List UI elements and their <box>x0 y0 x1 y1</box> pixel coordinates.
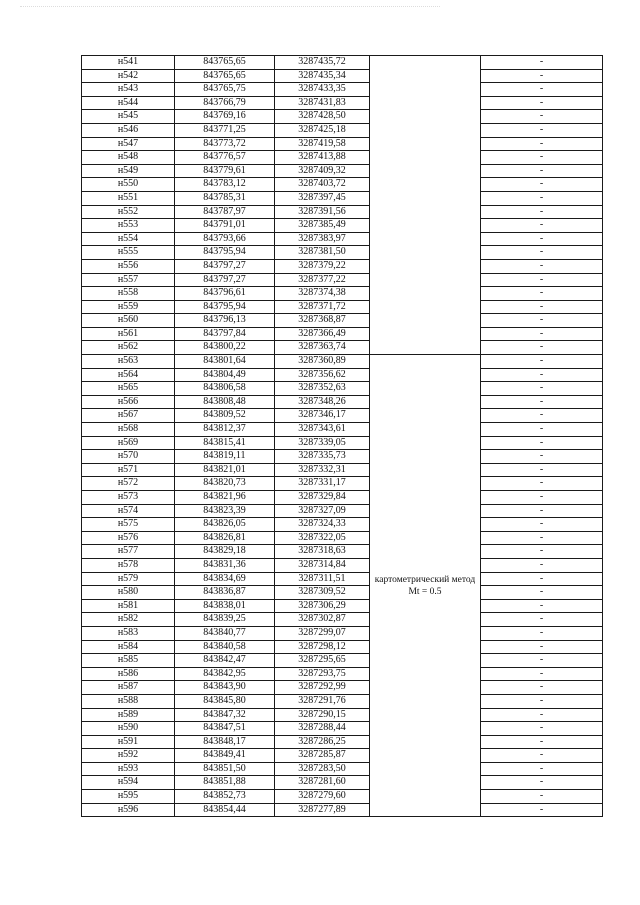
table-row <box>82 694 603 708</box>
point-id-cell: н565 <box>82 382 175 396</box>
point-id-cell: н549 <box>82 164 175 178</box>
table-row <box>82 667 603 681</box>
table-row <box>82 572 603 586</box>
x-coordinate-cell: 843823,39 <box>175 504 275 518</box>
table-row <box>82 790 603 804</box>
table-row <box>82 586 603 600</box>
x-coordinate-cell: 843820,73 <box>175 477 275 491</box>
accuracy-cell: - <box>481 586 603 600</box>
table-row <box>82 300 603 314</box>
y-coordinate-cell: 3287283,50 <box>275 762 370 776</box>
accuracy-cell: - <box>481 613 603 627</box>
y-coordinate-cell: 3287428,50 <box>275 110 370 124</box>
table-row <box>82 708 603 722</box>
accuracy-cell: - <box>481 110 603 124</box>
point-id-cell: н553 <box>82 219 175 233</box>
point-id-cell: н563 <box>82 355 175 369</box>
x-coordinate-cell: 843796,61 <box>175 287 275 301</box>
accuracy-cell: - <box>481 450 603 464</box>
x-coordinate-cell: 843766,79 <box>175 96 275 110</box>
point-id-cell: н582 <box>82 613 175 627</box>
x-coordinate-cell: 843797,84 <box>175 327 275 341</box>
accuracy-cell: - <box>481 722 603 736</box>
point-id-cell: н576 <box>82 531 175 545</box>
y-coordinate-cell: 3287329,84 <box>275 491 370 505</box>
accuracy-cell: - <box>481 626 603 640</box>
x-coordinate-cell: 843840,58 <box>175 640 275 654</box>
y-coordinate-cell: 3287419,58 <box>275 137 370 151</box>
x-coordinate-cell: 843826,05 <box>175 518 275 532</box>
table-row <box>82 518 603 532</box>
y-coordinate-cell: 3287324,33 <box>275 518 370 532</box>
x-coordinate-cell: 843842,95 <box>175 667 275 681</box>
accuracy-cell: - <box>481 164 603 178</box>
table-row <box>82 96 603 110</box>
y-coordinate-cell: 3287435,34 <box>275 69 370 83</box>
y-coordinate-cell: 3287291,76 <box>275 694 370 708</box>
table-row <box>82 626 603 640</box>
accuracy-cell: - <box>481 314 603 328</box>
point-id-cell: н588 <box>82 694 175 708</box>
x-coordinate-cell: 843842,47 <box>175 654 275 668</box>
y-coordinate-cell: 3287318,63 <box>275 545 370 559</box>
point-id-cell: н572 <box>82 477 175 491</box>
x-coordinate-cell: 843765,65 <box>175 69 275 83</box>
table-row <box>82 803 603 817</box>
point-id-cell: н550 <box>82 178 175 192</box>
accuracy-cell: - <box>481 640 603 654</box>
point-id-cell: н548 <box>82 151 175 165</box>
point-id-cell: н543 <box>82 83 175 97</box>
y-coordinate-cell: 3287403,72 <box>275 178 370 192</box>
accuracy-cell: - <box>481 504 603 518</box>
accuracy-cell: - <box>481 572 603 586</box>
table-row <box>82 450 603 464</box>
accuracy-cell: - <box>481 178 603 192</box>
table-row <box>82 273 603 287</box>
point-id-cell: н541 <box>82 56 175 70</box>
y-coordinate-cell: 3287335,73 <box>275 450 370 464</box>
y-coordinate-cell: 3287285,87 <box>275 749 370 763</box>
table-row <box>82 137 603 151</box>
scan-artifact <box>20 6 440 9</box>
x-coordinate-cell: 843839,25 <box>175 613 275 627</box>
table-row <box>82 110 603 124</box>
y-coordinate-cell: 3287293,75 <box>275 667 370 681</box>
accuracy-cell: - <box>481 776 603 790</box>
accuracy-cell: - <box>481 205 603 219</box>
accuracy-cell: - <box>481 259 603 273</box>
point-id-cell: н583 <box>82 626 175 640</box>
point-id-cell: н589 <box>82 708 175 722</box>
y-coordinate-cell: 3287377,22 <box>275 273 370 287</box>
accuracy-cell: - <box>481 56 603 70</box>
accuracy-cell: - <box>481 749 603 763</box>
point-id-cell: н545 <box>82 110 175 124</box>
y-coordinate-cell: 3287425,18 <box>275 123 370 137</box>
table-row <box>82 205 603 219</box>
table-row <box>82 287 603 301</box>
x-coordinate-cell: 843797,27 <box>175 273 275 287</box>
x-coordinate-cell: 843791,01 <box>175 219 275 233</box>
table-row <box>82 681 603 695</box>
x-coordinate-cell: 843800,22 <box>175 341 275 355</box>
x-coordinate-cell: 843838,01 <box>175 599 275 613</box>
x-coordinate-cell: 843854,44 <box>175 803 275 817</box>
point-id-cell: н585 <box>82 654 175 668</box>
y-coordinate-cell: 3287409,32 <box>275 164 370 178</box>
table-row <box>82 368 603 382</box>
x-coordinate-cell: 843795,94 <box>175 300 275 314</box>
y-coordinate-cell: 3287339,05 <box>275 436 370 450</box>
y-coordinate-cell: 3287360,89 <box>275 355 370 369</box>
x-coordinate-cell: 843849,41 <box>175 749 275 763</box>
accuracy-cell: - <box>481 287 603 301</box>
accuracy-cell: - <box>481 382 603 396</box>
accuracy-cell: - <box>481 708 603 722</box>
accuracy-cell: - <box>481 368 603 382</box>
y-coordinate-cell: 3287322,05 <box>275 531 370 545</box>
x-coordinate-cell: 843845,80 <box>175 694 275 708</box>
accuracy-cell: - <box>481 83 603 97</box>
y-coordinate-cell: 3287286,25 <box>275 735 370 749</box>
accuracy-cell: - <box>481 803 603 817</box>
point-id-cell: н580 <box>82 586 175 600</box>
accuracy-cell: - <box>481 69 603 83</box>
point-id-cell: н557 <box>82 273 175 287</box>
x-coordinate-cell: 843783,12 <box>175 178 275 192</box>
x-coordinate-cell: 843851,50 <box>175 762 275 776</box>
accuracy-cell: - <box>481 341 603 355</box>
y-coordinate-cell: 3287368,87 <box>275 314 370 328</box>
y-coordinate-cell: 3287311,51 <box>275 572 370 586</box>
x-coordinate-cell: 843795,94 <box>175 246 275 260</box>
table-row <box>82 327 603 341</box>
y-coordinate-cell: 3287343,61 <box>275 423 370 437</box>
method-text: картометрический метод Mt = 0.5 <box>374 574 476 597</box>
x-coordinate-cell: 843812,37 <box>175 423 275 437</box>
y-coordinate-cell: 3287381,50 <box>275 246 370 260</box>
point-id-cell: н584 <box>82 640 175 654</box>
table-row <box>82 56 603 70</box>
point-id-cell: н566 <box>82 395 175 409</box>
x-coordinate-cell: 843785,31 <box>175 191 275 205</box>
table-row <box>82 436 603 450</box>
table-row <box>82 178 603 192</box>
x-coordinate-cell: 843821,96 <box>175 491 275 505</box>
table-row <box>82 531 603 545</box>
accuracy-cell: - <box>481 423 603 437</box>
table-row <box>82 259 603 273</box>
point-id-cell: н592 <box>82 749 175 763</box>
point-id-cell: н559 <box>82 300 175 314</box>
x-coordinate-cell: 843804,49 <box>175 368 275 382</box>
point-id-cell: н575 <box>82 518 175 532</box>
x-coordinate-cell: 843843,90 <box>175 681 275 695</box>
accuracy-cell: - <box>481 191 603 205</box>
table-row <box>82 395 603 409</box>
table-row <box>82 382 603 396</box>
accuracy-cell: - <box>481 558 603 572</box>
y-coordinate-cell: 3287433,35 <box>275 83 370 97</box>
x-coordinate-cell: 843847,32 <box>175 708 275 722</box>
table-row <box>82 504 603 518</box>
table-row <box>82 749 603 763</box>
accuracy-cell: - <box>481 137 603 151</box>
x-coordinate-cell: 843765,65 <box>175 56 275 70</box>
coordinates-table <box>81 55 603 817</box>
x-coordinate-cell: 843765,75 <box>175 83 275 97</box>
accuracy-cell: - <box>481 246 603 260</box>
accuracy-cell: - <box>481 151 603 165</box>
y-coordinate-cell: 3287366,49 <box>275 327 370 341</box>
accuracy-cell: - <box>481 518 603 532</box>
accuracy-cell: - <box>481 395 603 409</box>
y-coordinate-cell: 3287397,45 <box>275 191 370 205</box>
table-row <box>82 463 603 477</box>
x-coordinate-cell: 843821,01 <box>175 463 275 477</box>
point-id-cell: н587 <box>82 681 175 695</box>
accuracy-cell: - <box>481 762 603 776</box>
point-id-cell: н571 <box>82 463 175 477</box>
point-id-cell: н591 <box>82 735 175 749</box>
x-coordinate-cell: 843773,72 <box>175 137 275 151</box>
accuracy-cell: - <box>481 667 603 681</box>
point-id-cell: н586 <box>82 667 175 681</box>
y-coordinate-cell: 3287383,97 <box>275 232 370 246</box>
point-id-cell: н593 <box>82 762 175 776</box>
point-id-cell: н590 <box>82 722 175 736</box>
accuracy-cell: - <box>481 232 603 246</box>
accuracy-cell: - <box>481 491 603 505</box>
accuracy-cell: - <box>481 409 603 423</box>
accuracy-cell: - <box>481 531 603 545</box>
point-id-cell: н560 <box>82 314 175 328</box>
point-id-cell: н570 <box>82 450 175 464</box>
point-id-cell: н544 <box>82 96 175 110</box>
accuracy-cell: - <box>481 681 603 695</box>
y-coordinate-cell: 3287302,87 <box>275 613 370 627</box>
x-coordinate-cell: 843808,48 <box>175 395 275 409</box>
point-id-cell: н567 <box>82 409 175 423</box>
point-id-cell: н546 <box>82 123 175 137</box>
table-row <box>82 722 603 736</box>
point-id-cell: н556 <box>82 259 175 273</box>
point-id-cell: н574 <box>82 504 175 518</box>
y-coordinate-cell: 3287431,83 <box>275 96 370 110</box>
point-id-cell: н562 <box>82 341 175 355</box>
table-row <box>82 123 603 137</box>
point-id-cell: н555 <box>82 246 175 260</box>
x-coordinate-cell: 843787,97 <box>175 205 275 219</box>
y-coordinate-cell: 3287371,72 <box>275 300 370 314</box>
y-coordinate-cell: 3287306,29 <box>275 599 370 613</box>
table-row <box>82 613 603 627</box>
point-id-cell: н579 <box>82 572 175 586</box>
y-coordinate-cell: 3287346,17 <box>275 409 370 423</box>
y-coordinate-cell: 3287299,07 <box>275 626 370 640</box>
table-row <box>82 558 603 572</box>
y-coordinate-cell: 3287281,60 <box>275 776 370 790</box>
x-coordinate-cell: 843769,16 <box>175 110 275 124</box>
point-id-cell: н554 <box>82 232 175 246</box>
x-coordinate-cell: 843793,66 <box>175 232 275 246</box>
table-row <box>82 219 603 233</box>
x-coordinate-cell: 843809,52 <box>175 409 275 423</box>
x-coordinate-cell: 843806,58 <box>175 382 275 396</box>
table-row <box>82 735 603 749</box>
accuracy-cell: - <box>481 300 603 314</box>
x-coordinate-cell: 843848,17 <box>175 735 275 749</box>
y-coordinate-cell: 3287379,22 <box>275 259 370 273</box>
accuracy-cell: - <box>481 790 603 804</box>
method-cell <box>370 56 481 355</box>
x-coordinate-cell: 843840,77 <box>175 626 275 640</box>
x-coordinate-cell: 843797,27 <box>175 259 275 273</box>
accuracy-cell: - <box>481 219 603 233</box>
point-id-cell: н568 <box>82 423 175 437</box>
y-coordinate-cell: 3287298,12 <box>275 640 370 654</box>
table-row <box>82 83 603 97</box>
point-id-cell: н577 <box>82 545 175 559</box>
y-coordinate-cell: 3287348,26 <box>275 395 370 409</box>
accuracy-cell: - <box>481 96 603 110</box>
point-id-cell: н561 <box>82 327 175 341</box>
point-id-cell: н569 <box>82 436 175 450</box>
table-row <box>82 599 603 613</box>
coordinates-table-body <box>82 56 603 817</box>
y-coordinate-cell: 3287332,31 <box>275 463 370 477</box>
y-coordinate-cell: 3287295,65 <box>275 654 370 668</box>
y-coordinate-cell: 3287327,09 <box>275 504 370 518</box>
table-row <box>82 477 603 491</box>
x-coordinate-cell: 843819,11 <box>175 450 275 464</box>
table-row <box>82 69 603 83</box>
accuracy-cell: - <box>481 273 603 287</box>
point-id-cell: н564 <box>82 368 175 382</box>
y-coordinate-cell: 3287374,38 <box>275 287 370 301</box>
x-coordinate-cell: 843836,87 <box>175 586 275 600</box>
x-coordinate-cell: 843815,41 <box>175 436 275 450</box>
table-row <box>82 654 603 668</box>
x-coordinate-cell: 843796,13 <box>175 314 275 328</box>
y-coordinate-cell: 3287290,15 <box>275 708 370 722</box>
y-coordinate-cell: 3287292,99 <box>275 681 370 695</box>
x-coordinate-cell: 843847,51 <box>175 722 275 736</box>
table-row <box>82 640 603 654</box>
accuracy-cell: - <box>481 355 603 369</box>
point-id-cell: н558 <box>82 287 175 301</box>
accuracy-cell: - <box>481 545 603 559</box>
y-coordinate-cell: 3287331,17 <box>275 477 370 491</box>
accuracy-cell: - <box>481 694 603 708</box>
x-coordinate-cell: 843852,73 <box>175 790 275 804</box>
accuracy-cell: - <box>481 735 603 749</box>
point-id-cell: н578 <box>82 558 175 572</box>
table-row <box>82 355 603 369</box>
accuracy-cell: - <box>481 463 603 477</box>
table-row <box>82 762 603 776</box>
table-row <box>82 409 603 423</box>
y-coordinate-cell: 3287356,62 <box>275 368 370 382</box>
accuracy-cell: - <box>481 123 603 137</box>
table-row <box>82 491 603 505</box>
x-coordinate-cell: 843851,88 <box>175 776 275 790</box>
table-row <box>82 151 603 165</box>
point-id-cell: н581 <box>82 599 175 613</box>
y-coordinate-cell: 3287352,63 <box>275 382 370 396</box>
y-coordinate-cell: 3287309,52 <box>275 586 370 600</box>
x-coordinate-cell: 843831,36 <box>175 558 275 572</box>
accuracy-cell: - <box>481 327 603 341</box>
x-coordinate-cell: 843829,18 <box>175 545 275 559</box>
method-cell <box>370 355 481 817</box>
table-row <box>82 164 603 178</box>
point-id-cell: н596 <box>82 803 175 817</box>
table-row <box>82 545 603 559</box>
y-coordinate-cell: 3287363,74 <box>275 341 370 355</box>
table-row <box>82 776 603 790</box>
table-row <box>82 341 603 355</box>
y-coordinate-cell: 3287435,72 <box>275 56 370 70</box>
y-coordinate-cell: 3287288,44 <box>275 722 370 736</box>
point-id-cell: н595 <box>82 790 175 804</box>
point-id-cell: н573 <box>82 491 175 505</box>
x-coordinate-cell: 843801,64 <box>175 355 275 369</box>
y-coordinate-cell: 3287385,49 <box>275 219 370 233</box>
table-row <box>82 246 603 260</box>
x-coordinate-cell: 843779,61 <box>175 164 275 178</box>
accuracy-cell: - <box>481 599 603 613</box>
y-coordinate-cell: 3287314,84 <box>275 558 370 572</box>
y-coordinate-cell: 3287391,56 <box>275 205 370 219</box>
table-row <box>82 423 603 437</box>
point-id-cell: н547 <box>82 137 175 151</box>
point-id-cell: н552 <box>82 205 175 219</box>
table-row <box>82 191 603 205</box>
point-id-cell: н542 <box>82 69 175 83</box>
accuracy-cell: - <box>481 436 603 450</box>
point-id-cell: н594 <box>82 776 175 790</box>
accuracy-cell: - <box>481 654 603 668</box>
x-coordinate-cell: 843834,69 <box>175 572 275 586</box>
point-id-cell: н551 <box>82 191 175 205</box>
accuracy-cell: - <box>481 477 603 491</box>
table-row <box>82 232 603 246</box>
table-row <box>82 314 603 328</box>
y-coordinate-cell: 3287277,89 <box>275 803 370 817</box>
y-coordinate-cell: 3287279,60 <box>275 790 370 804</box>
x-coordinate-cell: 843776,57 <box>175 151 275 165</box>
x-coordinate-cell: 843771,25 <box>175 123 275 137</box>
y-coordinate-cell: 3287413,88 <box>275 151 370 165</box>
x-coordinate-cell: 843826,81 <box>175 531 275 545</box>
